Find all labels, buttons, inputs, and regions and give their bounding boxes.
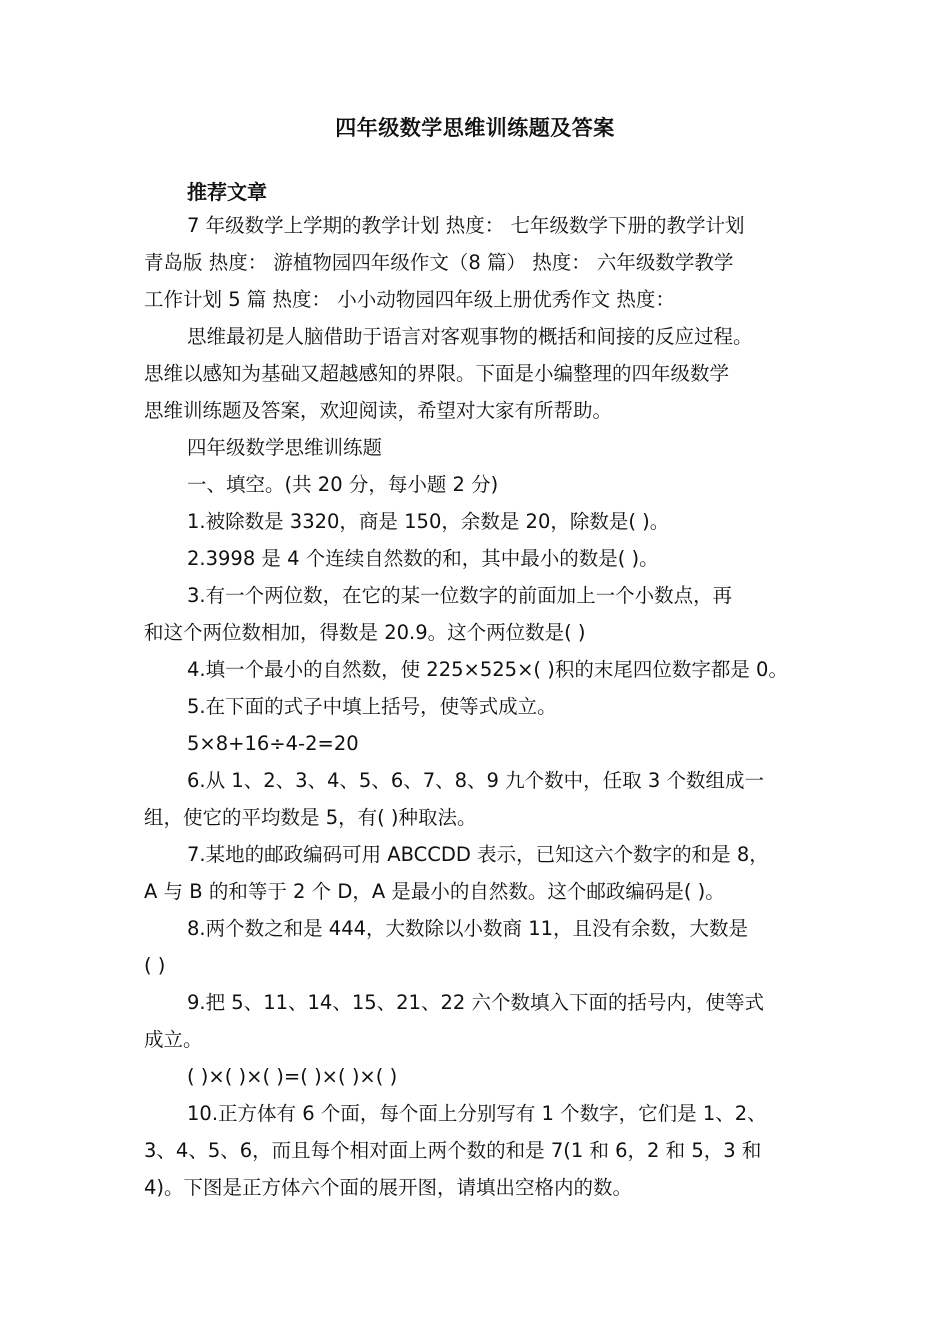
section-heading-recommended: 推荐文章 [187, 180, 267, 204]
equation-line: 5×8+16÷4-2=20 [187, 732, 359, 755]
question-line: 4)。下图是正方体六个面的展开图，请填出空格内的数。 [144, 1176, 633, 1199]
document-title: 四年级数学思维训练题及答案 [335, 116, 615, 140]
recommended-articles-line: 7 年级数学上学期的教学计划 热度： 七年级数学下册的教学计划 [187, 214, 745, 237]
question-line: 7.某地的邮政编码可用 ABCCDD 表示，已知这六个数字的和是 8， [187, 843, 769, 866]
intro-paragraph-line: 思维以感知为基础又超越感知的界限。下面是小编整理的四年级数学 [144, 362, 730, 385]
part-one-heading: 一、填空。(共 20 分，每小题 2 分) [187, 473, 499, 496]
intro-paragraph-line: 思维训练题及答案，欢迎阅读，希望对大家有所帮助。 [144, 399, 613, 422]
question-line: 8.两个数之和是 444，大数除以小数商 11，且没有余数，大数是 [187, 917, 749, 940]
question-line: 2.3998 是 4 个连续自然数的和，其中最小的数是( )。 [187, 547, 659, 570]
question-line: ( ) [144, 954, 166, 977]
recommended-articles-line: 青岛版 热度： 游植物园四年级作文（8 篇） 热度： 六年级数学教学 [144, 251, 734, 274]
question-line: A 与 B 的和等于 2 个 D，A 是最小的自然数。这个邮政编码是( )。 [144, 880, 725, 903]
question-line: 和这个两位数相加，得数是 20.9。这个两位数是( ) [144, 621, 586, 644]
question-line: 成立。 [144, 1028, 203, 1051]
recommended-articles-line: 工作计划 5 篇 热度： 小小动物园四年级上册优秀作文 热度： [144, 288, 675, 311]
question-line: 9.把 5、11、14、15、21、22 六个数填入下面的括号内，使等式 [187, 991, 764, 1014]
equation-line: ( )×( )×( )=( )×( )×( ) [187, 1065, 398, 1088]
question-line: 3.有一个两位数，在它的某一位数字的前面加上一个小数点，再 [187, 584, 733, 607]
question-line: 4.填一个最小的自然数，使 225×525×( )积的末尾四位数字都是 0。 [187, 658, 788, 681]
question-line: 1.被除数是 3320，商是 150，余数是 20，除数是( )。 [187, 510, 670, 533]
question-line: 6.从 1、2、3、4、5、6、7、8、9 九个数中，任取 3 个数组成一 [187, 769, 764, 792]
question-line: 3、4、5、6，而且每个相对面上两个数的和是 7(1 和 6，2 和 5，3 和 [144, 1139, 762, 1162]
question-line: 10.正方体有 6 个面，每个面上分别写有 1 个数字，它们是 1、2、 [187, 1102, 767, 1125]
question-line: 5.在下面的式子中填上括号，使等式成立。 [187, 695, 557, 718]
intro-paragraph-line: 思维最初是人脑借助于语言对客观事物的概括和间接的反应过程。 [187, 325, 753, 348]
question-line: 组，使它的平均数是 5，有( )种取法。 [144, 806, 477, 829]
subheading-exercises: 四年级数学思维训练题 [187, 436, 383, 459]
